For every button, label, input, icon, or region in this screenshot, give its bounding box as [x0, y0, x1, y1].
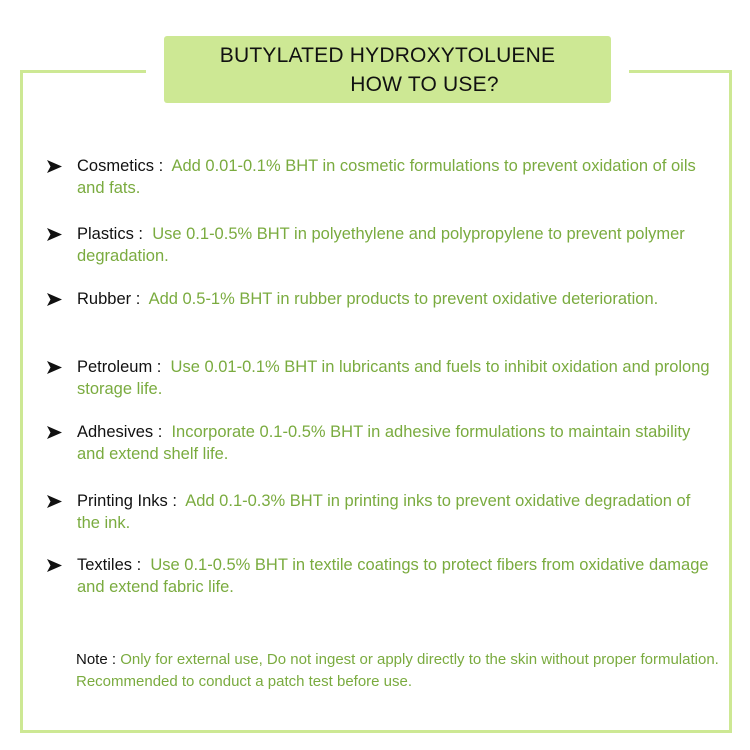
- item-description: Add 0.1-0.3% BHT in printing inks to prevent oxidative degradation of the ink.: [77, 492, 691, 532]
- list-item-plastics: [47, 223, 717, 267]
- arrow-right-icon: [47, 288, 67, 310]
- item-label: Rubber :: [77, 290, 141, 308]
- item-label: Printing Inks :: [77, 492, 177, 510]
- item-description: Use 0.01-0.1% BHT in lubricants and fuels to inhibit oxidation and prolong storage life.: [77, 358, 710, 398]
- note-label: Note :: [76, 651, 117, 668]
- arrow-right-icon: [47, 223, 67, 245]
- title-line-2: HOW TO USE?: [350, 72, 499, 96]
- arrow-right-icon: [47, 554, 67, 576]
- list-item-printing-inks: [47, 490, 717, 534]
- item-description: Add 0.01-0.1% BHT in cosmetic formulations to prevent oxidation of oils and fats.: [77, 157, 696, 197]
- list-item-cosmetics: [47, 155, 717, 199]
- item-description: Incorporate 0.1-0.5% BHT in adhesive formulations to maintain stability and extend shelf life.: [77, 423, 691, 463]
- usage-note: [76, 649, 726, 693]
- title-banner: [164, 36, 611, 103]
- arrow-right-icon: [47, 490, 67, 512]
- title-line-1: BUTYLATED HYDROXYTOLUENE: [219, 43, 556, 67]
- list-item-petroleum: [47, 356, 717, 400]
- item-label: Textiles :: [77, 556, 142, 574]
- list-item-textiles: [47, 554, 717, 598]
- arrow-right-icon: [47, 421, 67, 443]
- item-label: Petroleum :: [77, 358, 162, 376]
- arrow-right-icon: [47, 356, 67, 378]
- item-description: Use 0.1-0.5% BHT in polyethylene and polypropylene to prevent polymer degradation.: [77, 225, 685, 265]
- item-description: Add 0.5-1% BHT in rubber products to prevent oxidative deterioration.: [148, 290, 659, 308]
- item-label: Adhesives :: [77, 423, 163, 441]
- note-text: Only for external use, Do not ingest or apply directly to the skin without proper formulation. Recommended to conduct a patch test before use.: [76, 651, 719, 690]
- item-label: Plastics :: [77, 225, 144, 243]
- arrow-right-icon: [47, 155, 67, 177]
- item-description: Use 0.1-0.5% BHT in textile coatings to protect fibers from oxidative damage and extend fabric life.: [77, 556, 709, 596]
- item-label: Cosmetics :: [77, 157, 164, 175]
- list-item-rubber: [47, 288, 717, 310]
- list-item-adhesives: [47, 421, 717, 465]
